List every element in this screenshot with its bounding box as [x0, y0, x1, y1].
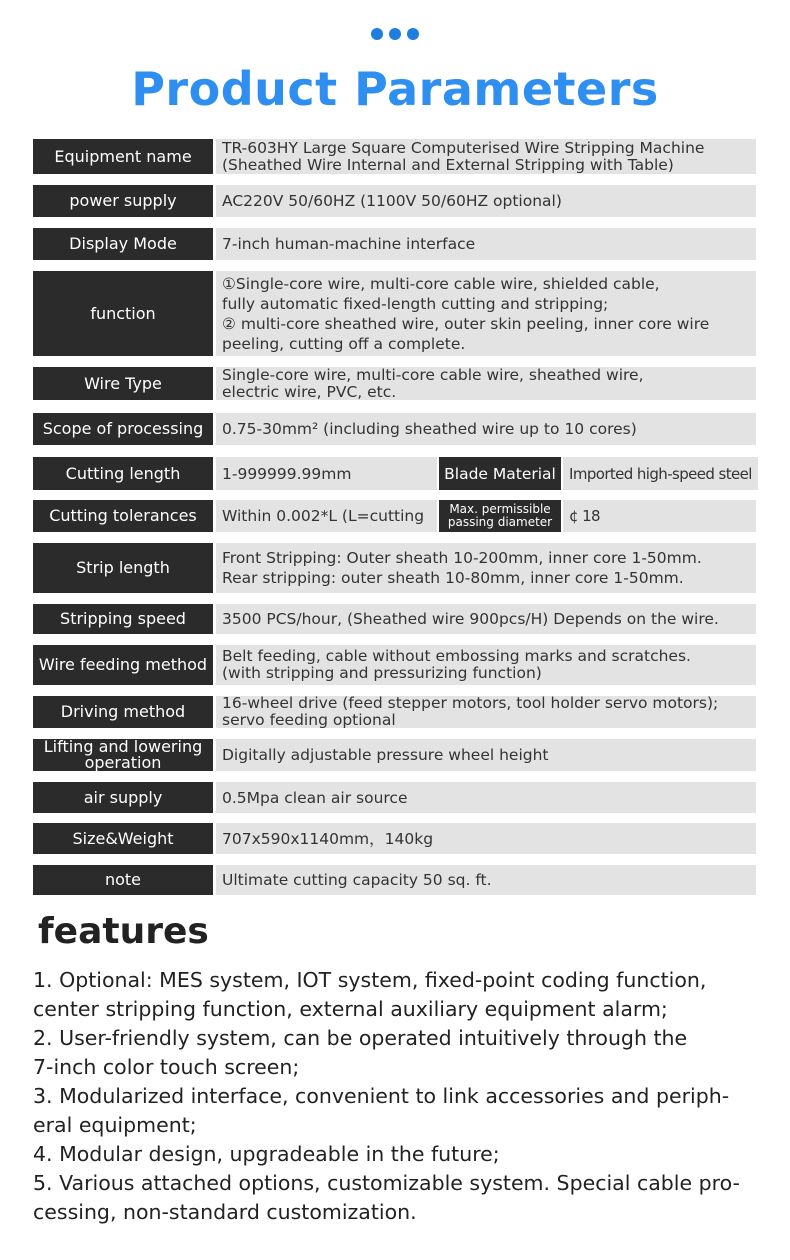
param-row [33, 139, 756, 174]
param-value: 1-999999.99mm [216, 457, 437, 490]
param-value [216, 271, 756, 356]
param-value-line: 707x590x1140mm，140kg [222, 829, 434, 848]
param-row [33, 185, 756, 217]
param-split-value [216, 500, 756, 532]
param-sub-value: Imported high-speed steel [563, 457, 758, 490]
param-sub-label: Max. permissible passing diameter [439, 500, 561, 532]
param-label: Driving method [33, 696, 213, 728]
param-row [33, 228, 756, 260]
feature-line: 7-inch color touch screen; [33, 1055, 300, 1079]
features-list [33, 966, 763, 1227]
param-label: Size&Weight [33, 823, 213, 854]
param-value-line: Belt feeding, cable without embossing marks and scratches. [222, 647, 691, 665]
param-value-line: (with stripping and pressurizing function) [222, 664, 542, 682]
feature-line: 2. User-friendly system, can be operated intuitively through the [33, 1026, 688, 1050]
param-label: note [33, 865, 213, 895]
param-value [216, 228, 756, 260]
param-row [33, 865, 756, 895]
features-heading: features [38, 911, 209, 952]
param-value-line: Front Stripping: Outer sheath 10-200mm, inner core 1-50mm. [222, 549, 702, 567]
page-indicator-dots [0, 28, 790, 40]
param-label: Display Mode [33, 228, 213, 260]
param-label: power supply [33, 185, 213, 217]
param-label: Wire feeding method [33, 645, 213, 685]
param-value-line: 16-wheel drive (feed stepper motors, tool holder servo motors); [222, 694, 719, 712]
param-value: Within 0.002*L (L=cutting [216, 500, 437, 532]
param-label: Stripping speed [33, 604, 213, 634]
dot-icon [389, 28, 401, 40]
param-value-line: electric wire, PVC, etc. [222, 382, 397, 401]
param-split-value [216, 457, 758, 490]
param-label: air supply [33, 782, 213, 813]
param-value [216, 739, 756, 771]
dot-icon [407, 28, 419, 40]
feature-line: cessing, non-standard customization. [33, 1200, 417, 1224]
param-row [33, 645, 756, 685]
feature-line: eral equipment; [33, 1113, 197, 1137]
param-value-line: 7-inch human-machine interface [222, 235, 476, 253]
param-value [216, 782, 756, 813]
param-row [33, 823, 756, 854]
feature-line: center stripping function, external auxiliary equipment alarm; [33, 997, 668, 1021]
param-value [216, 823, 756, 854]
param-row [33, 543, 756, 593]
param-label: Equipment name [33, 139, 213, 174]
param-label: Wire Type [33, 367, 213, 400]
feature-line: 5. Various attached options, customizable system. Special cable pro- [33, 1171, 740, 1195]
param-value-line: (Sheathed Wire Internal and External Stripping with Table) [222, 155, 674, 174]
param-row [33, 604, 756, 634]
param-value-line: 0.75-30mm² (including sheathed wire up to 10 cores) [222, 420, 637, 438]
feature-line: 4. Modular design, upgradeable in the future; [33, 1142, 500, 1166]
param-value-line: Digitally adjustable pressure wheel height [222, 746, 549, 764]
param-row [33, 413, 756, 445]
param-value [216, 543, 756, 593]
param-row [33, 271, 756, 356]
param-row [33, 457, 756, 490]
param-value-line: TR-603HY Large Square Computerised Wire Stripping Machine [222, 138, 705, 157]
param-sub-value: ¢ 18 [563, 500, 756, 532]
param-value-line: Rear stripping: outer sheath 10-80mm, inner core 1-50mm. [222, 569, 684, 587]
param-label: Scope of processing [33, 413, 213, 445]
param-row [33, 739, 756, 771]
param-value [216, 185, 756, 217]
param-value-line: ② multi-core sheathed wire, outer skin peeling, inner core wire [222, 314, 710, 333]
param-value [216, 645, 756, 685]
param-value [216, 696, 756, 728]
feature-line: 3. Modularized interface, convenient to link accessories and periph- [33, 1084, 730, 1108]
param-value-line: ①Single-core wire, multi-core cable wire, shielded cable, [222, 274, 660, 293]
param-label: function [33, 271, 213, 356]
param-value [216, 139, 756, 174]
param-value [216, 413, 756, 445]
param-label: Cutting length [33, 457, 213, 490]
param-value [216, 604, 756, 634]
dot-icon [371, 28, 383, 40]
param-value-line: Single-core wire, multi-core cable wire, sheathed wire, [222, 365, 644, 384]
param-label: Cutting tolerances [33, 500, 213, 532]
param-row [33, 500, 756, 532]
param-value-line: servo feeding optional [222, 711, 396, 729]
param-value-line: 0.5Mpa clean air source [222, 788, 408, 807]
feature-line: 1. Optional: MES system, IOT system, fixed-point coding function, [33, 968, 707, 992]
page-title: Product Parameters [131, 62, 659, 116]
param-value-line: 3500 PCS/hour, (Sheathed wire 900pcs/H) Depends on the wire. [222, 610, 719, 628]
param-row [33, 782, 756, 813]
param-row [33, 696, 756, 728]
param-sub-label: Blade Material [439, 457, 561, 490]
param-value-line: AC220V 50/60HZ (1100V 50/60HZ optional) [222, 192, 562, 210]
param-value [216, 865, 756, 895]
param-label: Lifting and lowering operation [33, 739, 213, 771]
param-row [33, 367, 756, 400]
param-value-line: fully automatic fixed-length cutting and stripping; [222, 294, 609, 313]
param-label: Strip length [33, 543, 213, 593]
param-value-line: Ultimate cutting capacity 50 sq. ft. [222, 871, 492, 889]
param-value [216, 367, 756, 400]
param-value-line: peeling, cutting off a complete. [222, 334, 466, 353]
